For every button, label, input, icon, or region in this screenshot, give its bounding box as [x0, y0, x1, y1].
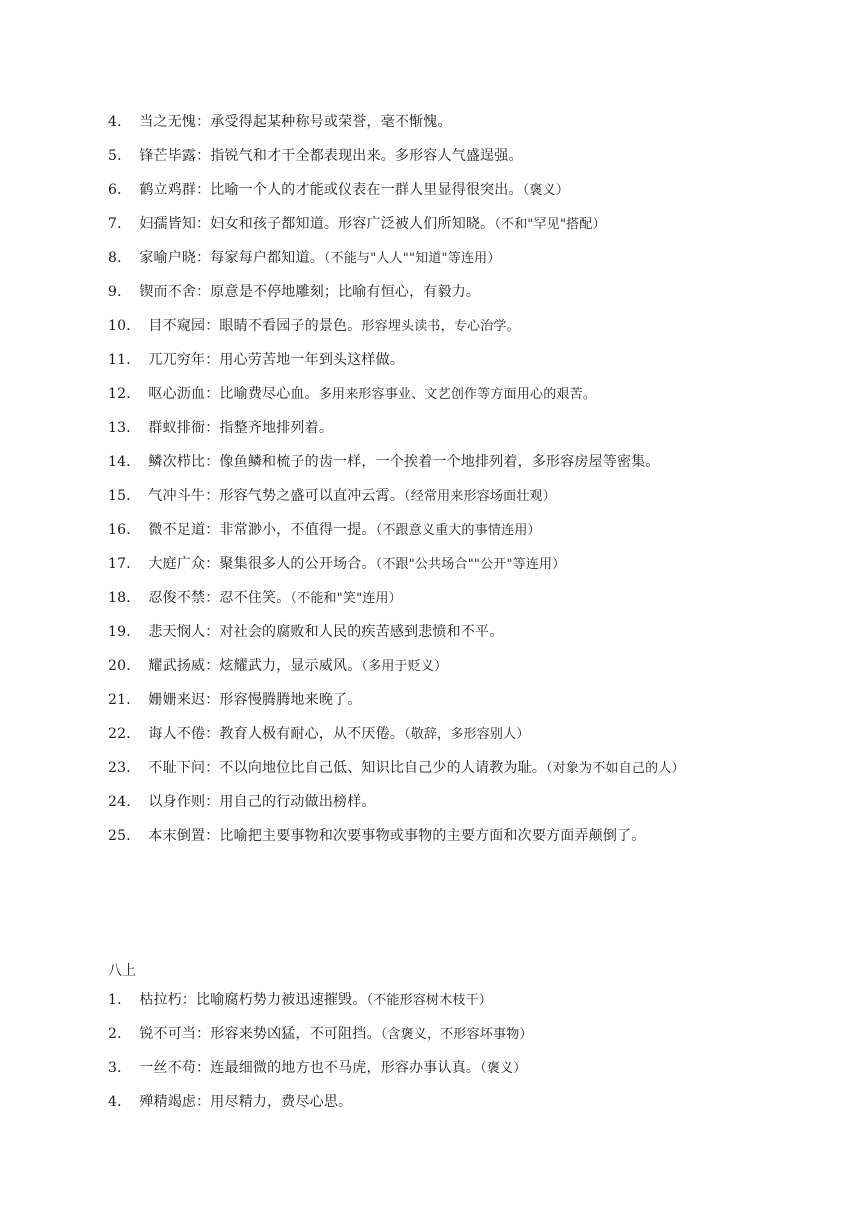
item-note: （褒义） [522, 183, 570, 198]
list-item [108, 452, 660, 473]
item-text: 诲人不倦：教育人极有耐心，从不厌倦。 [148, 726, 405, 742]
item-text: 家喻户晓：每家每户都知道。 [139, 250, 324, 266]
list-item [108, 690, 361, 711]
list-item [108, 990, 492, 1011]
item-text: 妇孺皆知：妇女和孩子都知道。形容广泛被人们所知晓。 [139, 216, 495, 232]
item-text: 群蚁排衙：指整齐地排列着。 [148, 420, 334, 436]
item-text: 微不足道：非常渺小，不值得一提。 [148, 522, 376, 538]
item-number: 16． [108, 522, 141, 538]
item-number: 18． [108, 590, 141, 606]
item-number: 2． [108, 1026, 132, 1042]
item-number: 12． [108, 386, 141, 402]
list-item [108, 588, 402, 609]
item-text: 目不窥园：眼睛不看园子的景色。 [148, 318, 362, 334]
section-heading: 八上 [108, 963, 136, 979]
list-item [108, 486, 556, 507]
item-note: （对象为不如自己的人） [546, 761, 685, 776]
item-text: 锐不可当：形容来势凶猛，不可阻挡。 [139, 1026, 381, 1042]
item-text: 殚精竭虑：用尽精力，费尽心思。 [139, 1094, 353, 1110]
list-item [108, 112, 452, 133]
item-number: 5． [108, 148, 132, 164]
item-number: 11． [108, 352, 141, 368]
item-text: 当之无愧：承受得起某种称号或荣誉，毫不惭愧。 [139, 114, 452, 130]
item-number: 20． [108, 658, 141, 674]
item-number: 3． [108, 1060, 132, 1076]
item-number: 15． [108, 488, 141, 504]
list-item [108, 792, 376, 813]
item-number: 25． [108, 828, 141, 844]
item-note: （含褒义，不形容坏事物） [380, 1027, 533, 1042]
list-item [108, 350, 404, 371]
item-text: 姗姗来迟：形容慢腾腾地来晚了。 [148, 692, 362, 708]
item-note: （不跟意义重大的事情连用） [375, 523, 541, 538]
item-text: 一丝不苟：连最细微的地方也不马虎，形容办事认真。 [139, 1060, 481, 1076]
item-note: （不和"罕见"搭配） [494, 217, 606, 232]
list-item [108, 180, 569, 201]
item-text: 锲而不舍：原意是不停地雕刻；比喻有恒心，有毅力。 [139, 284, 481, 300]
item-number: 17． [108, 556, 141, 572]
item-note: （不能形容树木枝干） [366, 993, 493, 1008]
item-text: 锋芒毕露：指锐气和才干全都表现出来。多形容人气盛逞强。 [139, 148, 523, 164]
item-number: 1． [108, 992, 132, 1008]
item-note: 多用来形容事业、文艺创作等方面用心的艰苦。 [318, 387, 597, 402]
item-number: 8． [108, 250, 132, 266]
item-note: （敬辞，多形容别人） [404, 727, 530, 742]
item-number: 4． [108, 1094, 132, 1110]
item-text: 呕心沥血：比喻费尽心血。 [148, 386, 319, 402]
item-note: 形容埋头读书，专心治学。 [361, 319, 520, 334]
item-note: （经常用来形容场面壮观） [404, 489, 556, 504]
item-note: （不能与"人人""知道"等连用） [323, 251, 501, 266]
list-item [108, 418, 333, 439]
item-text: 大庭广众：聚集很多人的公开场合。 [148, 556, 376, 572]
list-item [108, 1024, 533, 1045]
list-item [108, 520, 541, 541]
list-item [108, 622, 503, 643]
item-note: （多用于贬义） [361, 659, 448, 674]
list-item [108, 554, 565, 575]
list-item [108, 282, 480, 303]
list-item [108, 248, 501, 269]
list-item [108, 826, 645, 847]
item-number: 22． [108, 726, 141, 742]
item-number: 24． [108, 794, 141, 810]
list-item [108, 146, 523, 167]
item-note: （不跟"公共场合""公开"等连用） [375, 557, 566, 572]
item-text: 耀武扬威：炫耀武力，显示威风。 [148, 658, 362, 674]
item-number: 19． [108, 624, 141, 640]
item-number: 6． [108, 182, 132, 198]
item-text: 气冲斗牛：形容气势之盛可以直冲云霄。 [148, 488, 405, 504]
list-item [108, 1058, 526, 1079]
list-item [108, 758, 685, 779]
item-text: 悲天悯人：对社会的腐败和人民的疾苦感到悲愤和不平。 [148, 624, 504, 640]
item-number: 7． [108, 216, 132, 232]
list-item [108, 214, 606, 235]
list-item [108, 384, 596, 405]
item-number: 10． [108, 318, 141, 334]
item-text: 鹤立鸡群：比喻一个人的才能或仪表在一群人里显得很突出。 [139, 182, 523, 198]
item-text: 兀兀穷年：用心劳苦地一年到头这样做。 [148, 352, 405, 368]
list-item [108, 1092, 352, 1113]
list-item [108, 724, 530, 745]
item-number: 4． [108, 114, 132, 130]
item-text: 本末倒置：比喻把主要事物和次要事物或事物的主要方面和次要方面弄颠倒了。 [148, 828, 646, 844]
item-text: 枯拉朽：比喻腐朽势力被迅速摧毁。 [139, 992, 367, 1008]
list-item [108, 656, 447, 677]
item-number: 21． [108, 692, 141, 708]
item-number: 14． [108, 454, 141, 470]
item-text: 鳞次栉比：像鱼鳞和梳子的齿一样，一个挨着一个地排列着，多形容房屋等密集。 [148, 454, 660, 470]
list-item [108, 316, 520, 337]
item-number: 9． [108, 284, 132, 300]
item-number: 23． [108, 760, 141, 776]
item-number: 13． [108, 420, 141, 436]
item-text: 忍俊不禁：忍不住笑。 [148, 590, 291, 606]
item-note: （褒义） [480, 1061, 527, 1076]
item-text: 不耻下问：不以向地位比自己低、知识比自己少的人请教为耻。 [148, 760, 547, 776]
item-note: （不能和"笑"连用） [290, 591, 402, 606]
item-text: 以身作则：用自己的行动做出榜样。 [148, 794, 376, 810]
